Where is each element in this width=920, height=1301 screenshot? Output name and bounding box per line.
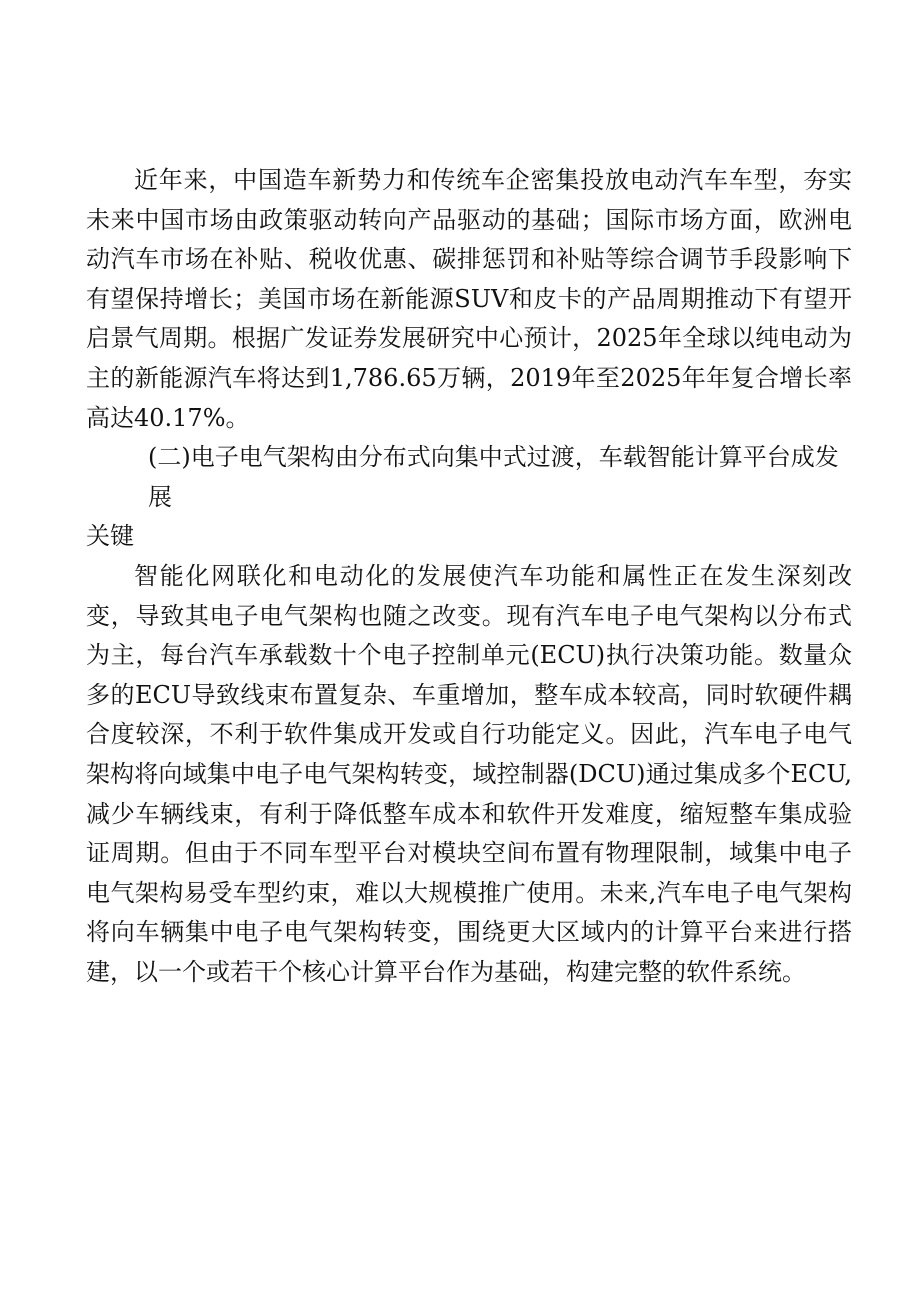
section-heading xyxy=(86,438,852,557)
paragraph-ee-architecture: 智能化网联化和电动化的发展使汽车功能和属性正在发生深刻改变，导致其电子电气架构也随之改变。现有汽车电子电气架构以分布式为主，每台汽车承载数十个电子控制单元(ECU)执行决策功能。数量众多的ECU导致线束布置复杂、车重增加，整车成本较高，同时软硬件耦合度较深，不利于软件集成开发或自行功能定义。因此，汽车电子电气架构将向域集中电子电气架构转变，域控制器(DCU)通过集成多个ECU,减少车辆线束，有利于降低整车成本和软件开发难度，缩短整车集成验证周期。但由于不同车型平台对模块空间布置有物理限制，域集中电子电气架构易受车型约束，难以大规模推广使用。未来,汽车电子电气架构将向车辆集中电子电气架构转变，围绕更大区域内的计算平台来进行搭建，以一个或若干个核心计算平台作为基础，构建完整的软件系统。 xyxy=(86,561,852,986)
document-body xyxy=(86,161,852,992)
section-heading-line1: (二)电子电气架构由分布式向集中式过渡，车载智能计算平台成发展 xyxy=(148,443,839,511)
section-heading-line2: 关键 xyxy=(86,522,134,551)
paragraph-ev-market: 近年来，中国造车新势力和传统车企密集投放电动汽车车型，夯实未来中国市场由政策驱动转向产品驱动的基础；国际市场方面，欧洲电动汽车市场在补贴、税收优惠、碳排惩罚和补贴等综合调节手段影响下有望保持增长；美国市场在新能源SUV和皮卡的产品周期推动下有望开启景气周期。根据广发证券发展研究中心预计，2025年全球以纯电动为主的新能源汽车将达到1,786.65万辆，2019年至2025年年复合增长率高达40.17%。 xyxy=(86,166,852,432)
